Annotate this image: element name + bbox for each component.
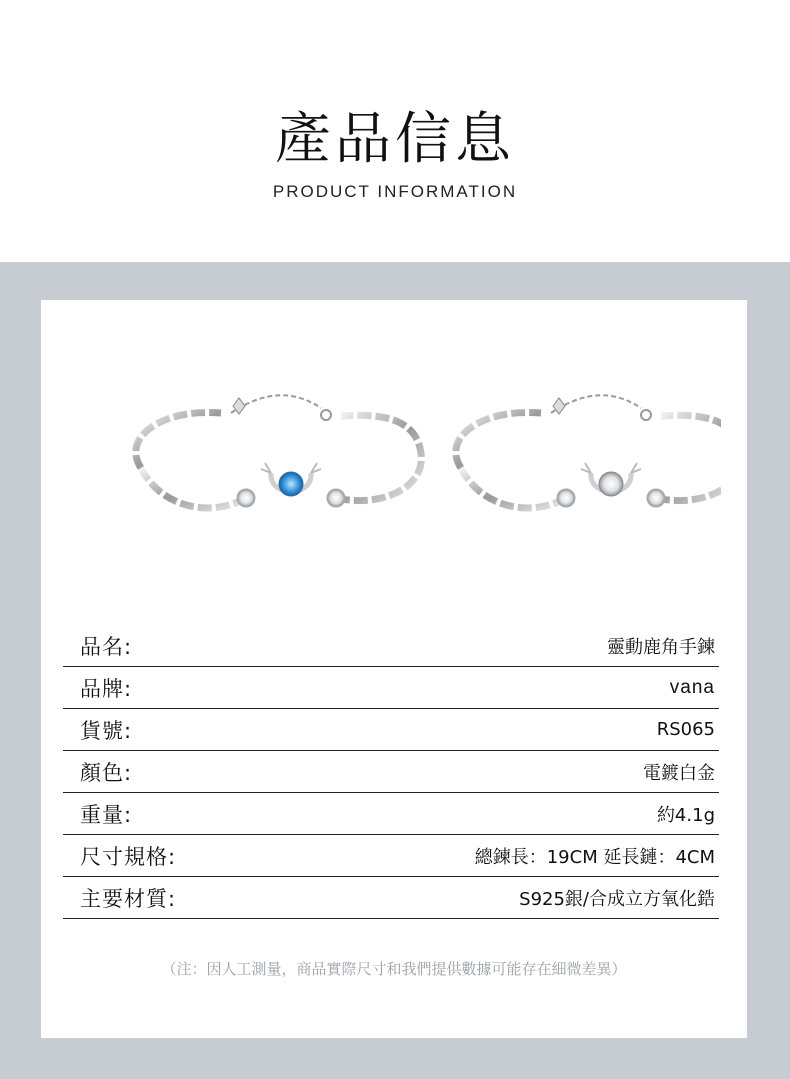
clear-gem <box>599 472 623 496</box>
measurement-note: （注：因人工測量，商品實際尺寸和我們提供數據可能存在細微差異） <box>161 960 627 978</box>
spec-value: 電鍍白金 <box>643 762 715 784</box>
spec-label: 顏色: <box>80 760 133 785</box>
spec-label: 品牌: <box>80 676 133 701</box>
blue-gem <box>279 472 303 496</box>
spec-label: 貨號: <box>80 718 133 743</box>
spec-row-material <box>63 877 719 919</box>
spec-value: 靈動鹿角手鍊 <box>607 636 715 658</box>
header <box>0 0 790 262</box>
bracelet-product-image <box>81 358 721 538</box>
spec-row-sku <box>63 709 719 751</box>
info-card <box>41 300 747 1038</box>
spec-value: RS065 <box>656 719 715 740</box>
bracelet-left <box>136 395 422 508</box>
page-subtitle: PRODUCT INFORMATION <box>272 182 518 201</box>
spec-row-name <box>63 625 719 667</box>
spec-table <box>63 625 719 919</box>
bracelet-right <box>456 395 721 508</box>
spec-label: 重量: <box>80 802 133 827</box>
spec-label: 尺寸規格: <box>80 844 177 869</box>
spec-value: 約4.1g <box>656 804 715 826</box>
spec-value: 總鍊長：19CM 延長鏈：4CM <box>474 846 715 868</box>
spec-value: S925銀/合成立方氧化鋯 <box>519 888 715 910</box>
spec-row-color <box>63 751 719 793</box>
spec-row-weight <box>63 793 719 835</box>
page-title: 產品信息 <box>275 107 515 172</box>
spec-row-brand <box>63 667 719 709</box>
spec-row-size <box>63 835 719 877</box>
spec-value: vana <box>669 676 715 698</box>
spec-label: 主要材質: <box>80 886 177 911</box>
spec-label: 品名: <box>80 634 133 659</box>
